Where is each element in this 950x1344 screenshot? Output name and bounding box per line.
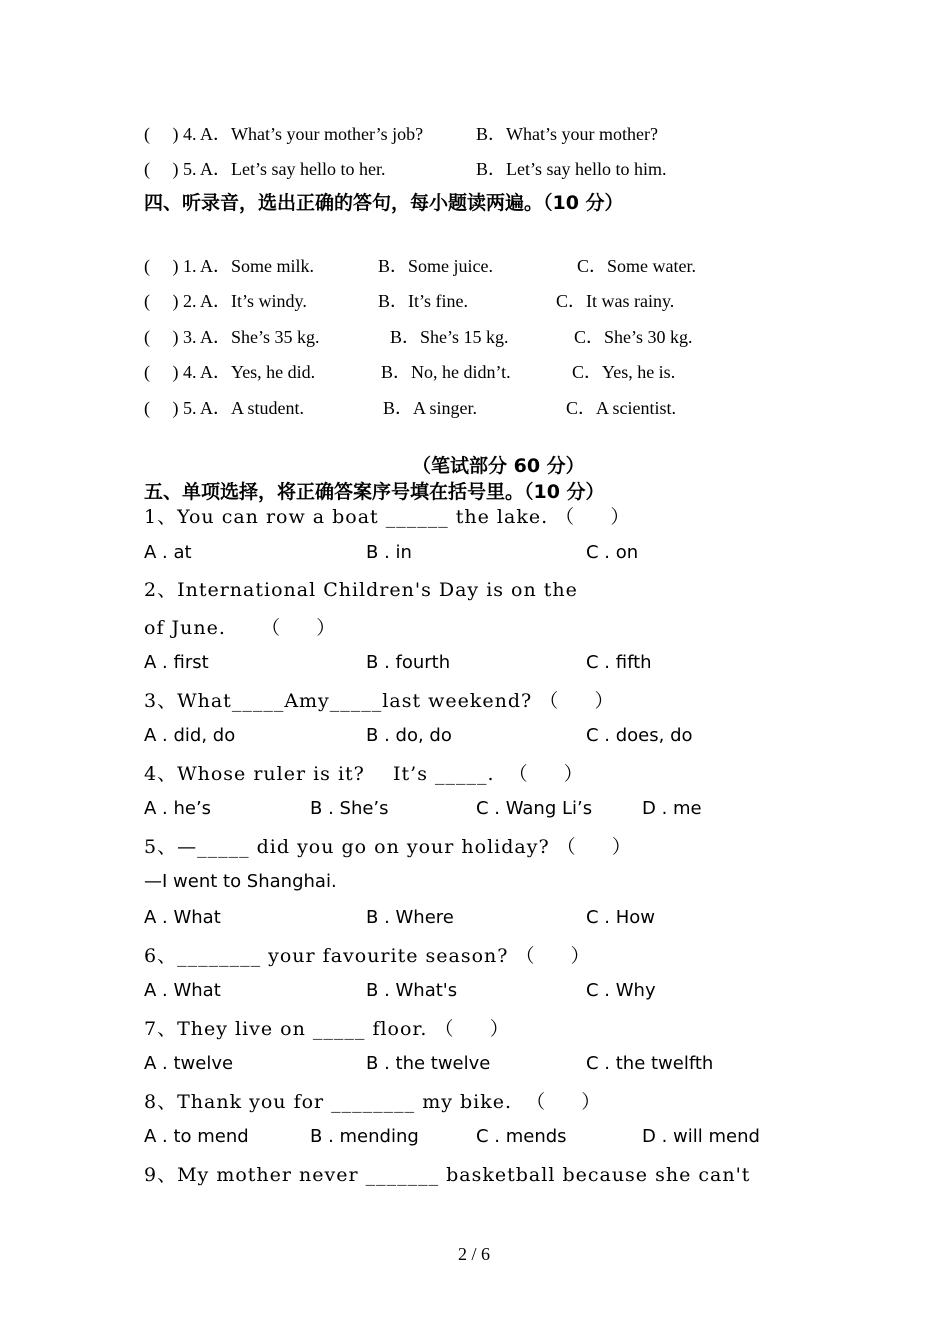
option-5-5-a: A . What [144,907,221,928]
option-5-3-b: B . do, do [366,725,452,746]
question-4-3-b: B．She’s 15 kg. [390,327,509,347]
option-5-1-c: C . on [586,542,639,563]
question-4-4-c: C．Yes, he is. [572,362,676,382]
question-5-8: 8、Thank you for ________ my bike. （ ） [144,1091,602,1113]
option-5-8-a: A . to mend [144,1126,249,1147]
option-5-7-c: C . the twelfth [586,1053,714,1074]
written-part-heading: （笔试部分 60 分） [412,455,585,477]
section-4-title: 四、听录音，选出正确的答句，每小题读两遍。（10 分） [144,192,624,214]
option-5-4-b: B . She’s [310,798,389,819]
question-5-4: 4、Whose ruler is it? It’s _____. （ ） [144,763,584,785]
question-4-1-c: C．Some water. [577,256,696,276]
option-5-7-b: B . the twelve [366,1053,491,1074]
option-5-4-d: D . me [642,798,702,819]
question-5-5-line2: —I went to Shanghai. [144,871,337,892]
question-4-2-a: ( ) 2. A．It’s windy. [144,291,307,311]
question-5-2-line2: of June. （ ） [144,617,337,639]
question-4-3-c: C．She’s 30 kg. [574,327,693,347]
question-3-5-a: ( ) 5. A．Let’s say hello to her. [144,159,386,179]
question-5-3: 3、What_____Amy_____last weekend? （ ） [144,690,615,712]
option-5-2-b: B . fourth [366,652,451,673]
option-5-7-a: A . twelve [144,1053,234,1074]
question-4-2-c: C．It was rainy. [556,291,675,311]
question-5-6: 6、________ your favourite season? （ ） [144,945,591,967]
option-5-3-c: C . does, do [586,725,693,746]
question-3-4-b: B．What’s your mother? [476,124,658,144]
question-4-4-a: ( ) 4. A．Yes, he did. [144,362,316,382]
question-4-4-b: B．No, he didn’t. [381,362,511,382]
option-5-3-a: A . did, do [144,725,236,746]
option-5-6-c: C . Why [586,980,656,1001]
question-4-1-a: ( ) 1. A．Some milk. [144,256,314,276]
section-5-title: 五、单项选择，将正确答案序号填在括号里。（10 分） [144,481,605,503]
question-5-7: 7、They live on _____ floor. （ ） [144,1018,510,1040]
question-4-1-b: B．Some juice. [378,256,493,276]
question-5-1: 1、You can row a boat ______ the lake. （ ） [144,506,631,528]
option-5-2-a: A . first [144,652,209,673]
question-4-5-b: B．A singer. [383,398,478,418]
option-5-8-d: D . will mend [642,1126,760,1147]
question-5-9: 9、My mother never _______ basketball because she can't [144,1164,751,1186]
question-5-5-line1: 5、—_____ did you go on your holiday? （ ） [144,836,632,858]
option-5-2-c: C . fifth [586,652,652,673]
option-5-5-b: B . Where [366,907,454,928]
question-5-2-line1: 2、International Children's Day is on the [144,579,578,601]
option-5-6-a: A . What [144,980,221,1001]
question-4-5-a: ( ) 5. A．A student. [144,398,304,418]
option-5-1-b: B . in [366,542,412,563]
question-4-3-a: ( ) 3. A．She’s 35 kg. [144,327,320,347]
option-5-4-c: C . Wang Li’s [476,798,593,819]
option-5-8-c: C . mends [476,1126,567,1147]
question-4-5-c: C．A scientist. [566,398,677,418]
question-3-4-a: ( ) 4. A．What’s your mother’s job? [144,124,424,144]
option-5-5-c: C . How [586,907,656,928]
option-5-4-a: A . he’s [144,798,212,819]
question-3-5-b: B．Let’s say hello to him. [476,159,667,179]
option-5-1-a: A . at [144,542,192,563]
option-5-8-b: B . mending [310,1126,419,1147]
option-5-6-b: B . What's [366,980,458,1001]
page-number: 2 / 6 [458,1244,491,1264]
question-4-2-b: B．It’s fine. [378,291,468,311]
